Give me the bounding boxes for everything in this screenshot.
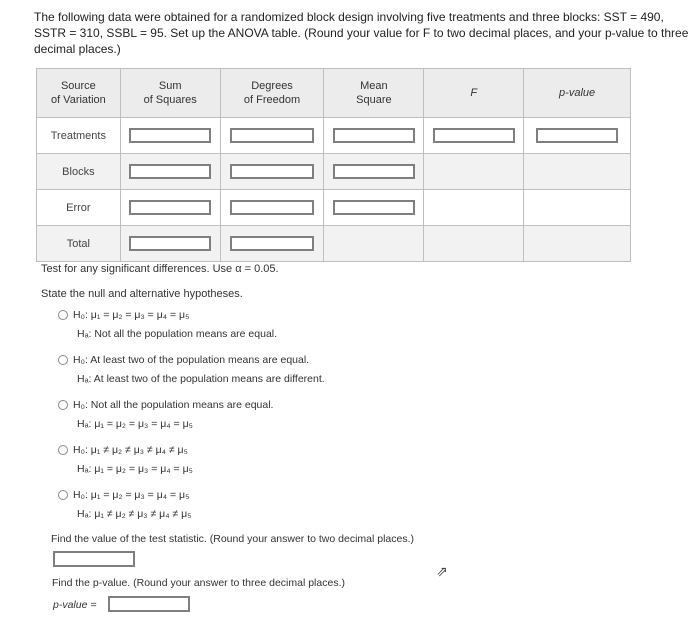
treatments-p-input[interactable]: [536, 128, 618, 143]
option-5-h0: H₀: μ₁ = μ₂ = μ₃ = μ₄ = μ₅: [73, 489, 190, 501]
option-3-ha: Hₐ: μ₁ = μ₂ = μ₃ = μ₄ = μ₅: [77, 418, 193, 430]
radio-option-4[interactable]: [58, 445, 68, 455]
hypothesis-prompt: State the null and alternative hypotheses.: [41, 288, 243, 300]
radio-option-2[interactable]: [58, 355, 68, 365]
error-ss-input[interactable]: [129, 200, 211, 215]
blocks-df-input[interactable]: [230, 164, 314, 179]
anova-table: [36, 68, 631, 262]
treatments-ms-input[interactable]: [333, 128, 415, 143]
total-ss-input[interactable]: [129, 236, 211, 251]
p-value-prompt: Find the p-value. (Round your answer to three decimal places.): [52, 577, 345, 589]
label-treatments: Treatments: [37, 118, 121, 154]
option-1-ha: Hₐ: Not all the population means are equal.: [77, 328, 278, 340]
header-degrees-of-freedom: Degrees of Freedom: [220, 69, 324, 118]
p-value-label: p-value =: [53, 599, 97, 611]
header-source: Source of Variation: [37, 69, 121, 118]
treatments-ss-input[interactable]: [129, 128, 211, 143]
option-1-h0: H₀: μ₁ = μ₂ = μ₃ = μ₄ = μ₅: [73, 309, 190, 321]
header-sum-of-squares: Sum of Squares: [120, 69, 220, 118]
error-df-input[interactable]: [230, 200, 314, 215]
option-2-ha: Hₐ: At least two of the population means are different.: [77, 373, 325, 385]
total-df-input[interactable]: [230, 236, 314, 251]
hypothesis-option-3[interactable]: [58, 399, 273, 411]
hypothesis-option-2[interactable]: [58, 354, 309, 366]
header-p-value: p-value: [524, 69, 631, 118]
p-value-input[interactable]: [108, 596, 190, 612]
anova-header-row: [37, 69, 631, 118]
blocks-ss-input[interactable]: [129, 164, 211, 179]
label-error: Error: [37, 190, 121, 226]
row-treatments: [37, 118, 631, 154]
header-f: F: [424, 69, 524, 118]
treatments-f-input[interactable]: [433, 128, 515, 143]
label-total: Total: [37, 226, 121, 262]
option-2-h0: H₀: At least two of the population means are equal.: [73, 354, 310, 366]
label-blocks: Blocks: [37, 154, 121, 190]
header-mean-square: Mean Square: [324, 69, 424, 118]
row-blocks: [37, 154, 631, 190]
test-statistic-prompt: Find the value of the test statistic. (Round your answer to two decimal places.): [51, 533, 415, 545]
mouse-cursor-icon: ⇗: [436, 563, 448, 579]
intro-line-2: SSTR = 310, SSBL = 95. Set up the ANOVA table. (Round your value for F to two decimal places, and your p-value to three: [34, 26, 689, 40]
treatments-df-input[interactable]: [230, 128, 314, 143]
blocks-ms-input[interactable]: [333, 164, 415, 179]
radio-option-5[interactable]: [58, 490, 68, 500]
hypothesis-option-5[interactable]: [58, 489, 189, 501]
radio-option-3[interactable]: [58, 400, 68, 410]
intro-line-1: The following data were obtained for a randomized block design involving five treatments and three blocks: SST = 490,: [34, 10, 664, 24]
intro-line-3: decimal places.): [34, 42, 121, 56]
radio-option-1[interactable]: [58, 310, 68, 320]
test-statistic-input[interactable]: [53, 551, 135, 567]
row-error: [37, 190, 631, 226]
hypothesis-option-1[interactable]: [58, 309, 189, 321]
test-instruction: Test for any significant differences. Use α = 0.05.: [41, 263, 279, 275]
problem-statement: [34, 9, 694, 57]
option-4-h0: H₀: μ₁ ≠ μ₂ ≠ μ₃ ≠ μ₄ ≠ μ₅: [73, 444, 188, 456]
error-ms-input[interactable]: [333, 200, 415, 215]
row-total: [37, 226, 631, 262]
option-5-ha: Hₐ: μ₁ ≠ μ₂ ≠ μ₃ ≠ μ₄ ≠ μ₅: [77, 508, 192, 520]
option-4-ha: Hₐ: μ₁ = μ₂ = μ₃ = μ₄ = μ₅: [77, 463, 193, 475]
hypothesis-option-4[interactable]: [58, 444, 188, 456]
option-3-h0: H₀: Not all the population means are equal.: [73, 399, 274, 411]
